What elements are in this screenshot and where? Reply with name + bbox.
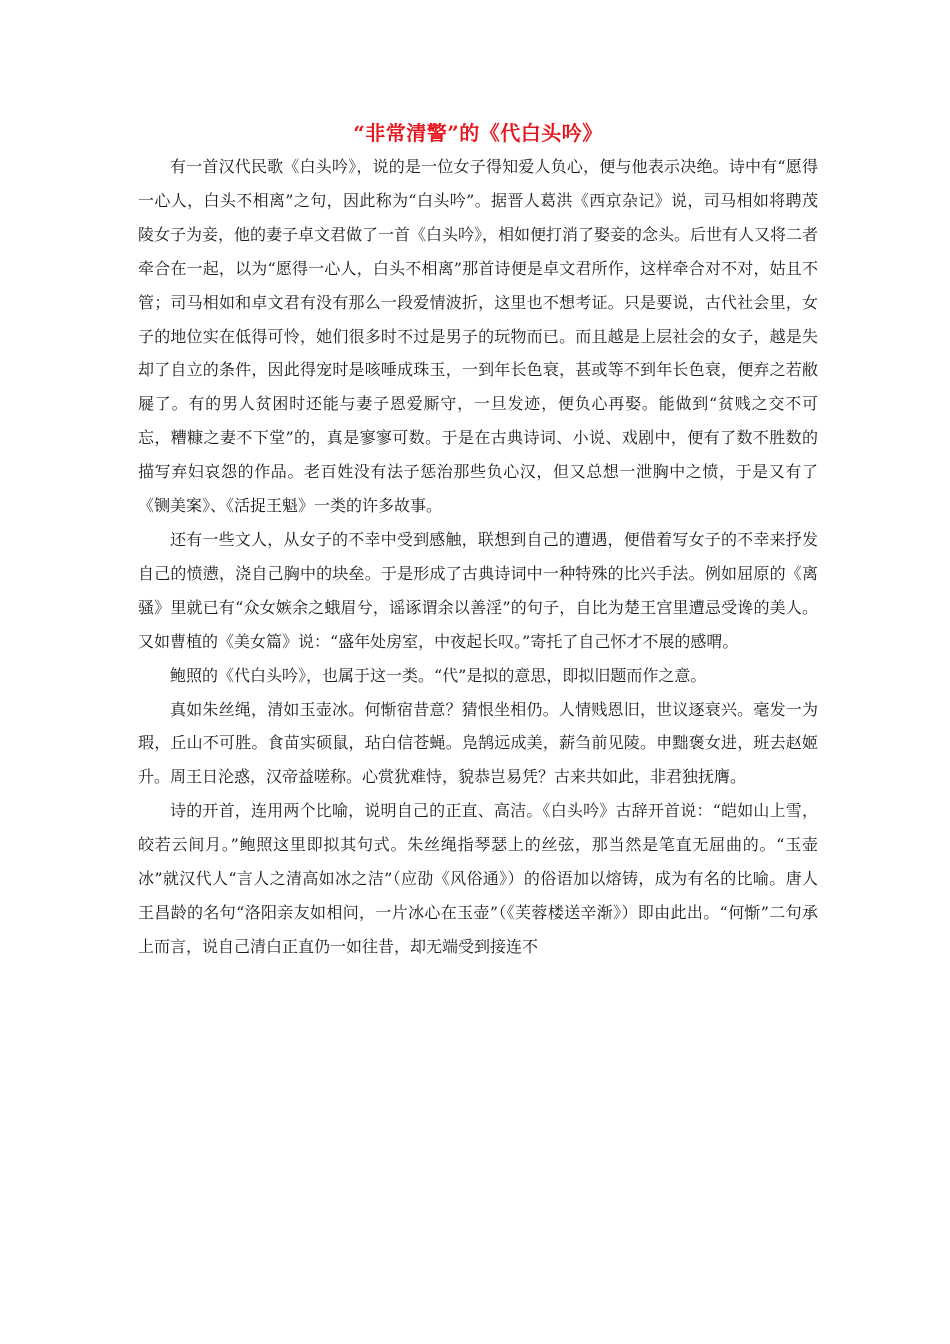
paragraph-5: 诗的开首，连用两个比喻，说明自己的正直、高洁。《白头吟》古辞开首说：“皑如山上雪，皎若云间月。”鲍照这里即拟其句式。朱丝绳指琴瑟上的丝弦，那当然是笔直无屈曲的。“玉壶冰”就汉代人“言人之清高如冰之洁”（应劭《风俗通》）的俗语加以熔铸，成为有名的比喻。唐人王昌龄的名句“洛阳亲友如相问，一片冰心在玉壶”（《芙蓉楼送辛渐》）即由此出。“何惭”二句承上而言，说自己清白正直仍一如往昔，却无端受到接连不 [138,801,818,956]
paragraph-2: 还有一些文人，从女子的不幸中受到感触，联想到自己的遭遇，便借着写女子的不幸来抒发自己的愤懑，浇自己胸中的块垒。于是形成了古典诗词中一种特殊的比兴手法。例如屈原的《离骚》里就已有“众女嫉余之蛾眉兮，谣诼谓余以善淫”的句子，自比为楚王宫里遭忌受谗的美人。又如曹植的《美女篇》说：“盛年处房室，中夜起长叹。”寄托了自己怀才不展的感喟。 [138,529,818,651]
paragraph-3: 鲍照的《代白头吟》，也属于这一类。“代”是拟的意思，即拟旧题而作之意。 [170,665,707,685]
paragraph-1: 有一首汉代民歌《白头吟》，说的是一位女子得知爱人负心，便与他表示决绝。诗中有“愿得一心人，白头不相离”之句，因此称为“白头吟”。据晋人葛洪《西京杂记》说，司马相如将聘茂陵女子为妾，他的妻子卓文君做了一首《白头吟》，相如便打消了娶妾的念头。后世有人又将二者牵合在一起，以为“愿得一心人，白头不相离”那首诗便是卓文君所作，这样牵合对不对，姑且不管；司马相如和卓文君有没有那么一段爱情波折，这里也不想考证。只是要说，古代社会里，女子的地位实在低得可怜，她们很多时不过是男子的玩物而已。而且越是上层社会的女子，越是失却了自立的条件，因此得宠时是咳唾成珠玉，一到年长色衰，甚或等不到年长色衰，便弃之若敝屣了。有的男人贫困时还能与妻子恩爱厮守，一旦发迹，便负心再娶。能做到“贫贱之交不可忘，糟糠之妻不下堂”的，真是寥寥可数。于是在古典诗词、小说、戏剧中，便有了数不胜数的描写弃妇哀怨的作品。老百姓没有法子惩治那些负心汉，但又总想一泄胸中之愤，于是又有了《铡美案》、《活捉王魁》一类的许多故事。 [138,157,819,516]
document-page [138,118,818,964]
poem-text: 真如朱丝绳，清如玉壶冰。何惭宿昔意？猜恨坐相仍。人情贱恩旧，世议逐衰兴。毫发一为瑕，丘山不可胜。食苗实硕鼠，玷白信苍蝇。凫鹄远成美，薪刍前见陵。申黜褒女进，班去赵姬升。周王日沦惑，汉帝益嗟称。心赏犹难恃，貌恭岂易凭？古来共如此，非君独抚膺。 [138,699,818,787]
document-title: “非常清警”的《代白头吟》 [353,121,603,145]
